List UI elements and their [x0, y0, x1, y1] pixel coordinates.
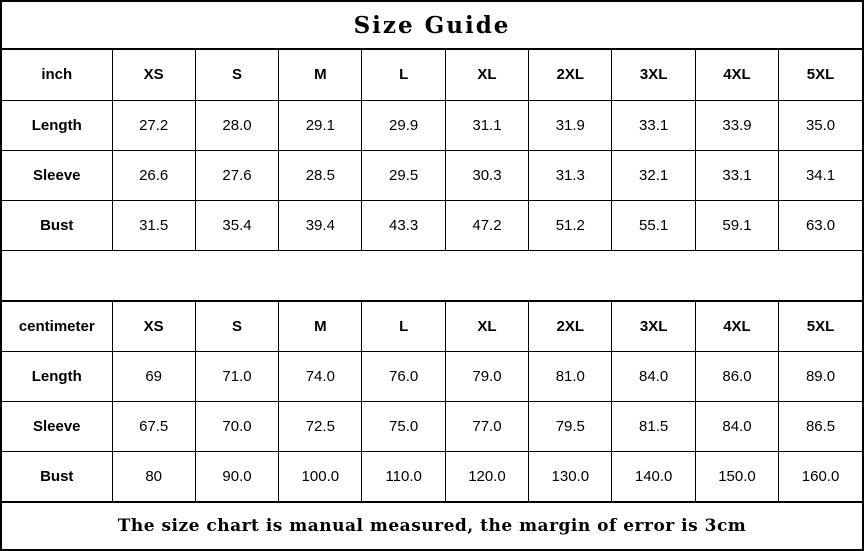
- cell-sleeve-xl-inch: 30.3: [445, 150, 528, 200]
- cell-sleeve-xs-inch: 26.6: [112, 150, 195, 200]
- unit-label-inch: inch: [2, 50, 112, 100]
- size-header-5xl-cm: 5XL: [779, 301, 862, 351]
- cell-bust-5xl-inch: 63.0: [779, 200, 862, 250]
- cell-sleeve-3xl-cm: 81.5: [612, 401, 695, 451]
- cell-sleeve-2xl-cm: 79.5: [529, 401, 612, 451]
- cell-length-l-cm: 76.0: [362, 351, 445, 401]
- cell-length-m-inch: 29.1: [279, 100, 362, 150]
- cell-length-2xl-cm: 81.0: [529, 351, 612, 401]
- cell-length-xl-cm: 79.0: [445, 351, 528, 401]
- cell-bust-xs-cm: 80: [112, 451, 195, 501]
- title-bar: [2, 2, 862, 50]
- cell-bust-m-inch: 39.4: [279, 200, 362, 250]
- cell-bust-4xl-inch: 59.1: [695, 200, 778, 250]
- table-header-row: [2, 50, 862, 100]
- cell-sleeve-m-inch: 28.5: [279, 150, 362, 200]
- unit-label-centimeter: centimeter: [2, 301, 112, 351]
- cell-length-s-inch: 28.0: [195, 100, 278, 150]
- table-row: [2, 100, 862, 150]
- size-table-centimeter: [2, 301, 862, 502]
- size-header-2xl-cm: 2XL: [529, 301, 612, 351]
- cell-length-5xl-cm: 89.0: [779, 351, 862, 401]
- cell-sleeve-l-cm: 75.0: [362, 401, 445, 451]
- cell-bust-2xl-cm: 130.0: [529, 451, 612, 501]
- size-header-4xl-cm: 4XL: [695, 301, 778, 351]
- cell-bust-3xl-inch: 55.1: [612, 200, 695, 250]
- row-label-bust-inch: Bust: [2, 200, 112, 250]
- cell-bust-s-cm: 90.0: [195, 451, 278, 501]
- cell-sleeve-s-cm: 70.0: [195, 401, 278, 451]
- cell-bust-5xl-cm: 160.0: [779, 451, 862, 501]
- cell-length-m-cm: 74.0: [279, 351, 362, 401]
- cell-bust-2xl-inch: 51.2: [529, 200, 612, 250]
- cell-bust-xl-cm: 120.0: [445, 451, 528, 501]
- table-row: [2, 401, 862, 451]
- size-header-xs-cm: XS: [112, 301, 195, 351]
- cell-length-5xl-inch: 35.0: [779, 100, 862, 150]
- cell-sleeve-s-inch: 27.6: [195, 150, 278, 200]
- row-label-sleeve-inch: Sleeve: [2, 150, 112, 200]
- size-header-s: S: [195, 50, 278, 100]
- size-header-l: L: [362, 50, 445, 100]
- table-row: [2, 200, 862, 250]
- cell-length-s-cm: 71.0: [195, 351, 278, 401]
- cell-sleeve-5xl-cm: 86.5: [779, 401, 862, 451]
- size-header-2xl: 2XL: [529, 50, 612, 100]
- cell-bust-4xl-cm: 150.0: [695, 451, 778, 501]
- cell-length-2xl-inch: 31.9: [529, 100, 612, 150]
- size-header-xl: XL: [445, 50, 528, 100]
- cell-length-l-inch: 29.9: [362, 100, 445, 150]
- cell-length-xs-inch: 27.2: [112, 100, 195, 150]
- size-header-xl-cm: XL: [445, 301, 528, 351]
- table-header-row: [2, 301, 862, 351]
- table-row: [2, 150, 862, 200]
- row-label-length-cm: Length: [2, 351, 112, 401]
- size-header-xs: XS: [112, 50, 195, 100]
- cell-length-3xl-cm: 84.0: [612, 351, 695, 401]
- table-row: [2, 351, 862, 401]
- cell-bust-s-inch: 35.4: [195, 200, 278, 250]
- cell-sleeve-5xl-inch: 34.1: [779, 150, 862, 200]
- table-row: [2, 451, 862, 501]
- footer-note: The size chart is manual measured, the margin of error is 3cm: [117, 516, 747, 536]
- cell-sleeve-4xl-cm: 84.0: [695, 401, 778, 451]
- table-spacer-row: [2, 251, 862, 301]
- size-header-4xl: 4XL: [695, 50, 778, 100]
- cell-sleeve-m-cm: 72.5: [279, 401, 362, 451]
- cell-bust-xs-inch: 31.5: [112, 200, 195, 250]
- cell-bust-3xl-cm: 140.0: [612, 451, 695, 501]
- row-label-length-inch: Length: [2, 100, 112, 150]
- size-header-l-cm: L: [362, 301, 445, 351]
- cell-sleeve-l-inch: 29.5: [362, 150, 445, 200]
- cell-length-xs-cm: 69: [112, 351, 195, 401]
- cell-sleeve-3xl-inch: 32.1: [612, 150, 695, 200]
- size-header-3xl-cm: 3XL: [612, 301, 695, 351]
- size-table-inch: [2, 50, 862, 251]
- cell-sleeve-4xl-inch: 33.1: [695, 150, 778, 200]
- cell-bust-xl-inch: 47.2: [445, 200, 528, 250]
- size-header-m: M: [279, 50, 362, 100]
- size-header-3xl: 3XL: [612, 50, 695, 100]
- size-header-m-cm: M: [279, 301, 362, 351]
- cell-length-4xl-inch: 33.9: [695, 100, 778, 150]
- size-header-s-cm: S: [195, 301, 278, 351]
- cell-length-3xl-inch: 33.1: [612, 100, 695, 150]
- footer-bar: [2, 502, 862, 550]
- size-header-5xl: 5XL: [779, 50, 862, 100]
- page-title: Size Guide: [353, 11, 511, 39]
- cell-sleeve-xs-cm: 67.5: [112, 401, 195, 451]
- cell-sleeve-2xl-inch: 31.3: [529, 150, 612, 200]
- cell-bust-m-cm: 100.0: [279, 451, 362, 501]
- cell-sleeve-xl-cm: 77.0: [445, 401, 528, 451]
- cell-bust-l-cm: 110.0: [362, 451, 445, 501]
- row-label-bust-cm: Bust: [2, 451, 112, 501]
- row-label-sleeve-cm: Sleeve: [2, 401, 112, 451]
- cell-length-xl-inch: 31.1: [445, 100, 528, 150]
- cell-length-4xl-cm: 86.0: [695, 351, 778, 401]
- cell-bust-l-inch: 43.3: [362, 200, 445, 250]
